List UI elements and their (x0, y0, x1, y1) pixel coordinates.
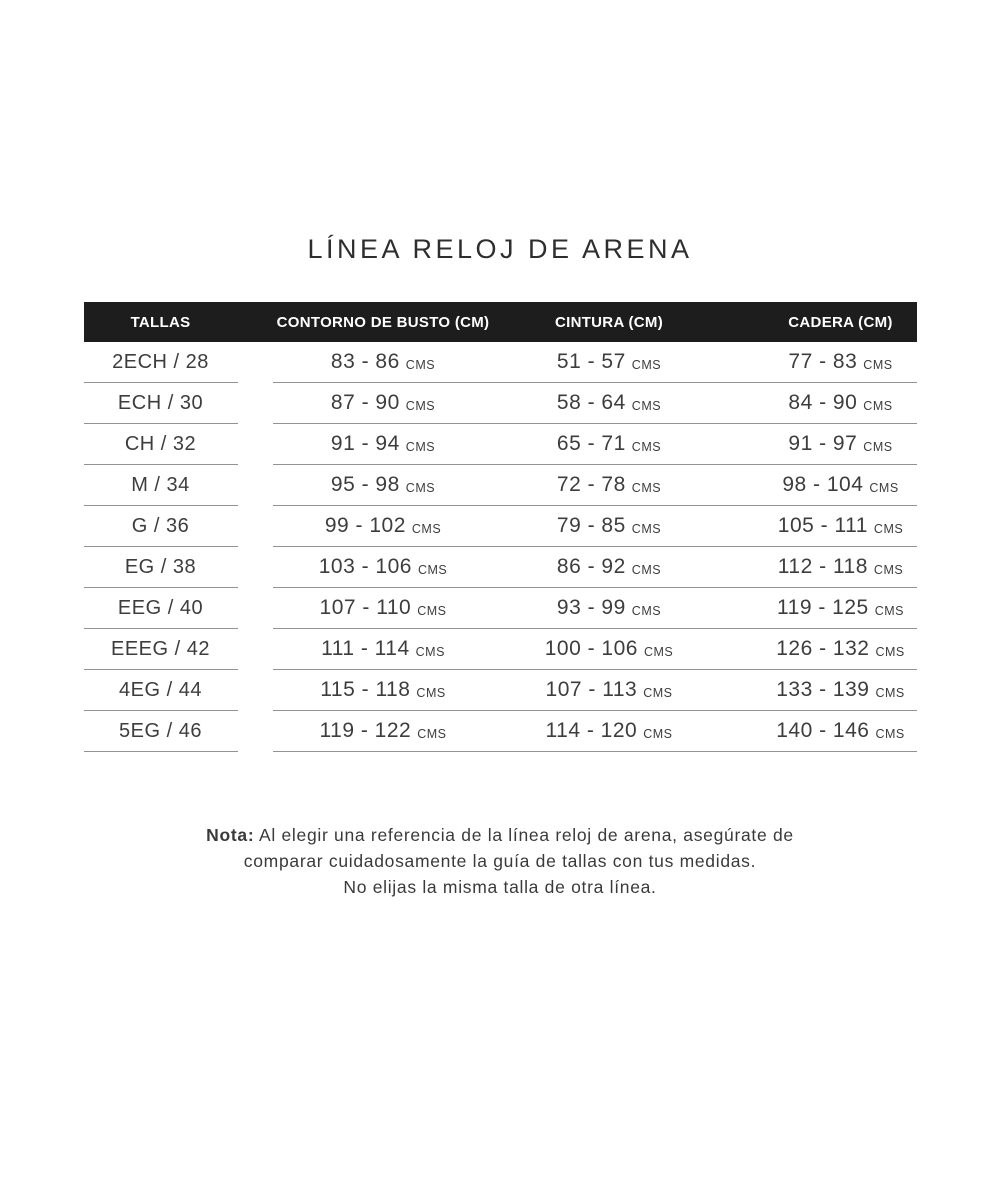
waist-value: 72 - 78 (556, 473, 626, 496)
unit-label: CMS (417, 562, 448, 577)
hip-value: 133 - 139 (776, 678, 870, 701)
bust-value: 119 - 122 (319, 719, 412, 742)
unit-label: CMS (631, 562, 662, 577)
hip-value: 98 - 104 (782, 473, 864, 496)
table-row (84, 424, 917, 465)
size-cell: 5EG / 46 (84, 711, 238, 752)
hip-cell (725, 342, 917, 382)
waist-cell (494, 711, 725, 751)
unit-label: CMS (411, 521, 442, 536)
size-table (84, 302, 917, 752)
bust-value: 103 - 106 (318, 555, 412, 578)
table-row (84, 342, 917, 383)
row-spacer (238, 629, 273, 670)
waist-cell (494, 506, 725, 546)
table-row (84, 383, 917, 424)
bust-cell (273, 547, 494, 587)
hip-cell (725, 711, 917, 751)
size-cell: EG / 38 (84, 547, 238, 588)
unit-label: CMS (631, 480, 662, 495)
table-row (84, 588, 917, 629)
hip-cell (725, 588, 917, 628)
measurements-group (273, 342, 917, 383)
waist-value: 86 - 92 (556, 555, 626, 578)
unit-label: CMS (405, 398, 436, 413)
unit-label: CMS (643, 726, 673, 741)
table-row (84, 711, 917, 752)
column-header-busto: CONTORNO DE BUSTO (CM) (276, 313, 490, 331)
table-row (84, 547, 917, 588)
unit-label: CMS (415, 644, 445, 659)
measurements-group (273, 424, 917, 465)
unit-label: CMS (869, 480, 899, 495)
bust-value: 91 - 94 (330, 432, 400, 455)
waist-value: 100 - 106 (544, 637, 638, 660)
bust-cell (273, 711, 494, 751)
size-cell: EEG / 40 (84, 588, 238, 629)
bust-value: 87 - 90 (330, 391, 400, 414)
measurements-group (273, 670, 917, 711)
unit-label: CMS (873, 521, 904, 536)
hip-value: 126 - 132 (776, 637, 870, 660)
hip-value: 140 - 146 (776, 719, 870, 742)
hip-value: 119 - 125 (777, 596, 869, 619)
waist-value: 79 - 85 (556, 514, 626, 537)
waist-cell (494, 588, 725, 628)
bust-cell (273, 506, 494, 546)
table-row (84, 670, 917, 711)
table-row (84, 465, 917, 506)
bust-value: 83 - 86 (330, 350, 400, 373)
hip-value: 105 - 111 (777, 514, 868, 537)
column-header-tallas: TALLAS (130, 313, 191, 331)
hip-cell (725, 383, 917, 423)
unit-label: CMS (874, 603, 904, 618)
row-spacer (238, 711, 273, 752)
waist-cell (494, 670, 725, 710)
unit-label: CMS (863, 398, 893, 413)
size-cell: G / 36 (84, 506, 238, 547)
row-spacer (238, 547, 273, 588)
waist-cell (494, 383, 725, 423)
unit-label: CMS (643, 685, 673, 700)
row-spacer (238, 383, 273, 424)
waist-value: 107 - 113 (545, 678, 638, 701)
unit-label: CMS (405, 439, 436, 454)
row-spacer (238, 506, 273, 547)
bust-cell (273, 670, 494, 710)
table-header-row (84, 302, 917, 342)
page-title: LÍNEA RELOJ DE ARENA (307, 234, 693, 264)
measurements-group (273, 547, 917, 588)
unit-label: CMS (863, 439, 893, 454)
waist-value: 93 - 99 (556, 596, 626, 619)
hip-value: 91 - 97 (788, 432, 858, 455)
waist-value: 58 - 64 (556, 391, 626, 414)
note-line2: comparar cuidadosamente la guía de tallas con tus medidas. (243, 851, 757, 871)
size-cell: ECH / 30 (84, 383, 238, 424)
row-spacer (238, 465, 273, 506)
hip-value: 112 - 118 (777, 555, 868, 578)
measurements-group (273, 383, 917, 424)
measurements-group (273, 588, 917, 629)
column-header-cadera: CADERA (CM) (788, 313, 893, 331)
unit-label: CMS (631, 398, 662, 413)
size-cell: 4EG / 44 (84, 670, 238, 711)
size-cell: M / 34 (84, 465, 238, 506)
unit-label: CMS (416, 685, 446, 700)
note-label: Nota: (206, 825, 255, 845)
hip-cell (725, 670, 917, 710)
note-text (0, 822, 1000, 900)
bust-cell (273, 383, 494, 423)
unit-label: CMS (873, 562, 904, 577)
unit-label: CMS (875, 726, 905, 741)
bust-value: 107 - 110 (319, 596, 412, 619)
unit-label: CMS (643, 644, 674, 659)
row-spacer (238, 670, 273, 711)
size-cell: EEEG / 42 (84, 629, 238, 670)
hip-value: 84 - 90 (788, 391, 858, 414)
hip-cell (725, 465, 917, 505)
measurements-group (273, 711, 917, 752)
waist-value: 65 - 71 (556, 432, 626, 455)
bust-value: 95 - 98 (330, 473, 400, 496)
table-row (84, 506, 917, 547)
bust-cell (273, 465, 494, 505)
hip-cell (725, 629, 917, 669)
note-line1: Al elegir una referencia de la línea reloj de arena, asegúrate de (254, 825, 794, 845)
row-spacer (238, 424, 273, 465)
row-spacer (238, 588, 273, 629)
unit-label: CMS (405, 357, 436, 372)
bust-value: 115 - 118 (320, 678, 411, 701)
waist-value: 51 - 57 (556, 350, 626, 373)
measurements-group (273, 506, 917, 547)
note-line3: No elijas la misma talla de otra línea. (343, 877, 657, 897)
column-header-cintura: CINTURA (CM) (554, 313, 664, 331)
table-row (84, 629, 917, 670)
hip-cell (725, 547, 917, 587)
waist-cell (494, 547, 725, 587)
waist-value: 114 - 120 (545, 719, 638, 742)
hip-cell (725, 424, 917, 464)
size-cell: CH / 32 (84, 424, 238, 465)
unit-label: CMS (875, 685, 905, 700)
hip-value: 77 - 83 (788, 350, 858, 373)
unit-label: CMS (875, 644, 905, 659)
waist-cell (494, 424, 725, 464)
bust-cell (273, 342, 494, 382)
unit-label: CMS (417, 726, 447, 741)
bust-cell (273, 424, 494, 464)
bust-cell (273, 588, 494, 628)
bust-cell (273, 629, 494, 669)
unit-label: CMS (863, 357, 893, 372)
unit-label: CMS (417, 603, 447, 618)
waist-cell (494, 342, 725, 382)
size-cell: 2ECH / 28 (84, 342, 238, 383)
hip-cell (725, 506, 917, 546)
unit-label: CMS (631, 603, 662, 618)
measurements-group (273, 629, 917, 670)
unit-label: CMS (631, 439, 662, 454)
unit-label: CMS (405, 480, 436, 495)
unit-label: CMS (631, 357, 662, 372)
bust-value: 111 - 114 (321, 637, 410, 660)
bust-value: 99 - 102 (324, 514, 406, 537)
unit-label: CMS (631, 521, 662, 536)
waist-cell (494, 465, 725, 505)
row-spacer (238, 342, 273, 383)
measurements-group (273, 465, 917, 506)
waist-cell (494, 629, 725, 669)
